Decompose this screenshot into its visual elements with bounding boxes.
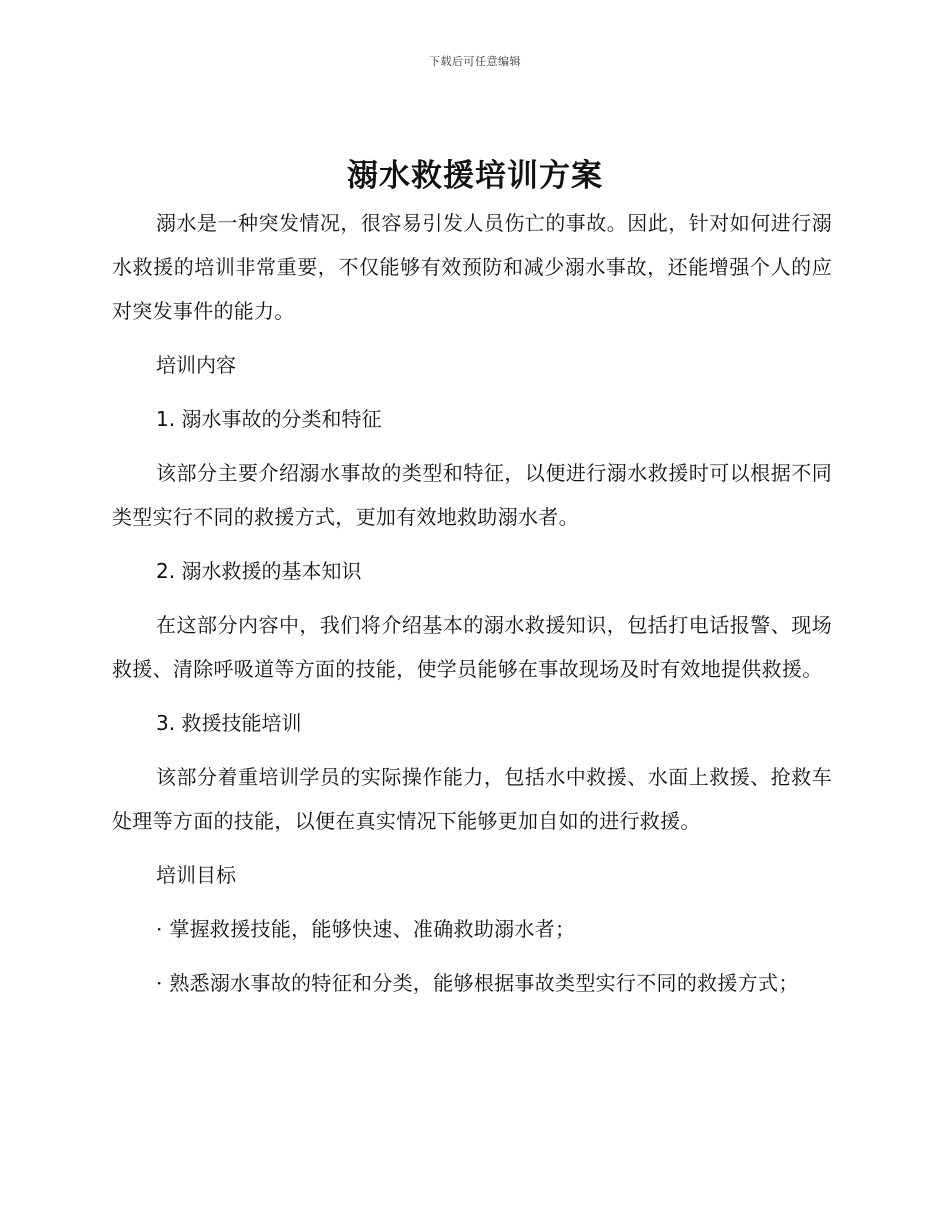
item-body-2: 在这部分内容中，我们将介绍基本的溺水救援知识，包括打电话报警、现场救援、清除呼吸道等方面的技能，使学员能够在事故现场及时有效地提供救援。 — [112, 613, 832, 681]
item-heading-3: 3. 救援技能培训 — [156, 711, 302, 735]
item-heading-2: 2. 溺水救援的基本知识 — [156, 559, 362, 583]
intro-paragraph: 溺水是一种突发情况，很容易引发人员伤亡的事故。因此，针对如何进行溺水救援的培训非常重要，不仅能够有效预防和减少溺水事故，还能增强个人的应对突发事件的能力。 — [112, 211, 832, 323]
item-body-1: 该部分主要介绍溺水事故的类型和特征，以便进行溺水救援时可以根据不同类型实行不同的救援方式，更加有效地救助溺水者。 — [112, 461, 832, 529]
section-heading-training-content: 培训内容 — [156, 353, 236, 377]
document-title: 溺水救援培训方案 — [347, 158, 603, 194]
header-note: 下载后可任意编辑 — [429, 55, 521, 68]
item-body-3: 该部分着重培训学员的实际操作能力，包括水中救援、水面上救援、抢救车处理等方面的技能，以便在真实情况下能够更加自如的进行救援。 — [112, 765, 832, 833]
document-body — [112, 201, 832, 1005]
section-heading-training-goals: 培训目标 — [156, 863, 236, 887]
goal-item-1: · 掌握救援技能，能够快速、准确救助溺水者； — [156, 917, 576, 941]
goal-item-2: · 熟悉溺水事故的特征和分类，能够根据事故类型实行不同的救援方式； — [156, 971, 799, 995]
item-heading-1: 1. 溺水事故的分类和特征 — [156, 407, 382, 431]
